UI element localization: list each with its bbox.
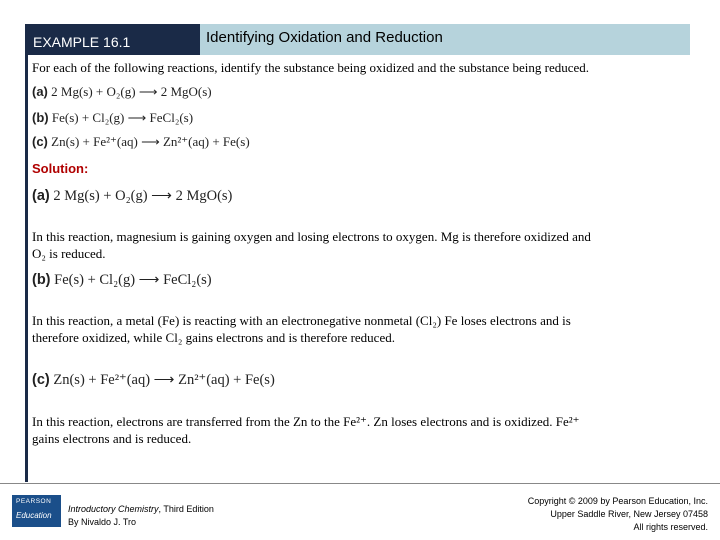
solution-label: (b) [32,272,51,288]
solution-label: (a) [32,188,50,204]
reaction-arrow: ⟶ [127,110,147,125]
reaction-label: (c) [32,134,48,149]
solution-products: 2 MgO(s) [175,188,233,204]
reaction-label: (a) [32,84,48,99]
solution-reactants: 2 Mg(s) + O₂(g) [53,188,148,204]
reaction-arrow: ⟶ [141,134,160,149]
solution-products: Zn²⁺(aq) + Fe(s) [178,372,275,388]
solution-arrow: ⟶ [151,188,172,204]
solution-text-b-line2: therefore oxidized, while Cl₂ gains electrons and is therefore reduced. [32,330,395,345]
solution-arrow: ⟶ [138,272,160,288]
solution-reactants: Zn(s) + Fe²⁺(aq) [53,372,151,388]
book-author: By Nivaldo J. Tro [68,517,137,527]
logo-line2: Education [16,511,52,520]
reaction-products: 2 MgO(s) [160,84,212,99]
solution-equation-a [32,188,232,205]
reaction-c [32,134,250,150]
rights-line: All rights reserved. [633,522,708,532]
solution-heading: Solution: [32,161,89,176]
pearson-logo [12,495,61,527]
copyright-line: Copyright © 2009 by Pearson Education, Inc. [527,496,708,506]
reaction-b [32,110,193,126]
logo-line1: PEARSON [16,498,52,505]
intro-text: For each of the following reactions, identify the substance being oxidized and the substance being reduced. [32,60,590,75]
left-accent-rule [25,55,28,482]
reaction-products: Zn²⁺(aq) + Fe(s) [162,134,250,149]
solution-arrow: ⟶ [153,372,175,388]
reaction-products: FeCl₂(s) [149,110,194,125]
solution-equation-b [32,272,212,289]
address-line: Upper Saddle River, New Jersey 07458 [550,509,708,519]
solution-products: FeCl₂(s) [163,272,212,288]
solution-text-c-line1: In this reaction, electrons are transferred from the Zn to the Fe²⁺. Zn loses electrons and is oxidized. Fe²⁺ [32,414,580,429]
reaction-reactants: 2 Mg(s) + O₂(g) [51,84,136,99]
reaction-a [32,84,212,100]
solution-equation-c [32,372,275,389]
book-title: Introductory Chemistry [68,504,159,514]
solution-label: (c) [32,372,50,388]
solution-reactants: Fe(s) + Cl₂(g) [54,272,136,288]
footer-divider [0,483,720,484]
example-title: Identifying Oxidation and Reduction [200,24,690,55]
book-edition: , Third Edition [158,504,214,514]
solution-text-a-line2: O₂ is reduced. [32,246,106,261]
reaction-label: (b) [32,110,49,125]
solution-text-a-line1: In this reaction, magnesium is gaining oxygen and losing electrons to oxygen. Mg is therefore oxidized and [32,229,591,244]
example-label: EXAMPLE 16.1 [25,24,200,55]
footer-book-info [68,503,214,529]
reaction-reactants: Zn(s) + Fe²⁺(aq) [51,134,138,149]
solution-text-c-line2: gains electrons and is reduced. [32,431,192,446]
footer-copyright [528,495,708,534]
reaction-arrow: ⟶ [138,84,158,99]
reaction-reactants: Fe(s) + Cl₂(g) [51,110,125,125]
solution-text-b-line1: In this reaction, a metal (Fe) is reacting with an electronegative nonmetal (Cl₂) Fe loses electrons and is [32,313,571,328]
